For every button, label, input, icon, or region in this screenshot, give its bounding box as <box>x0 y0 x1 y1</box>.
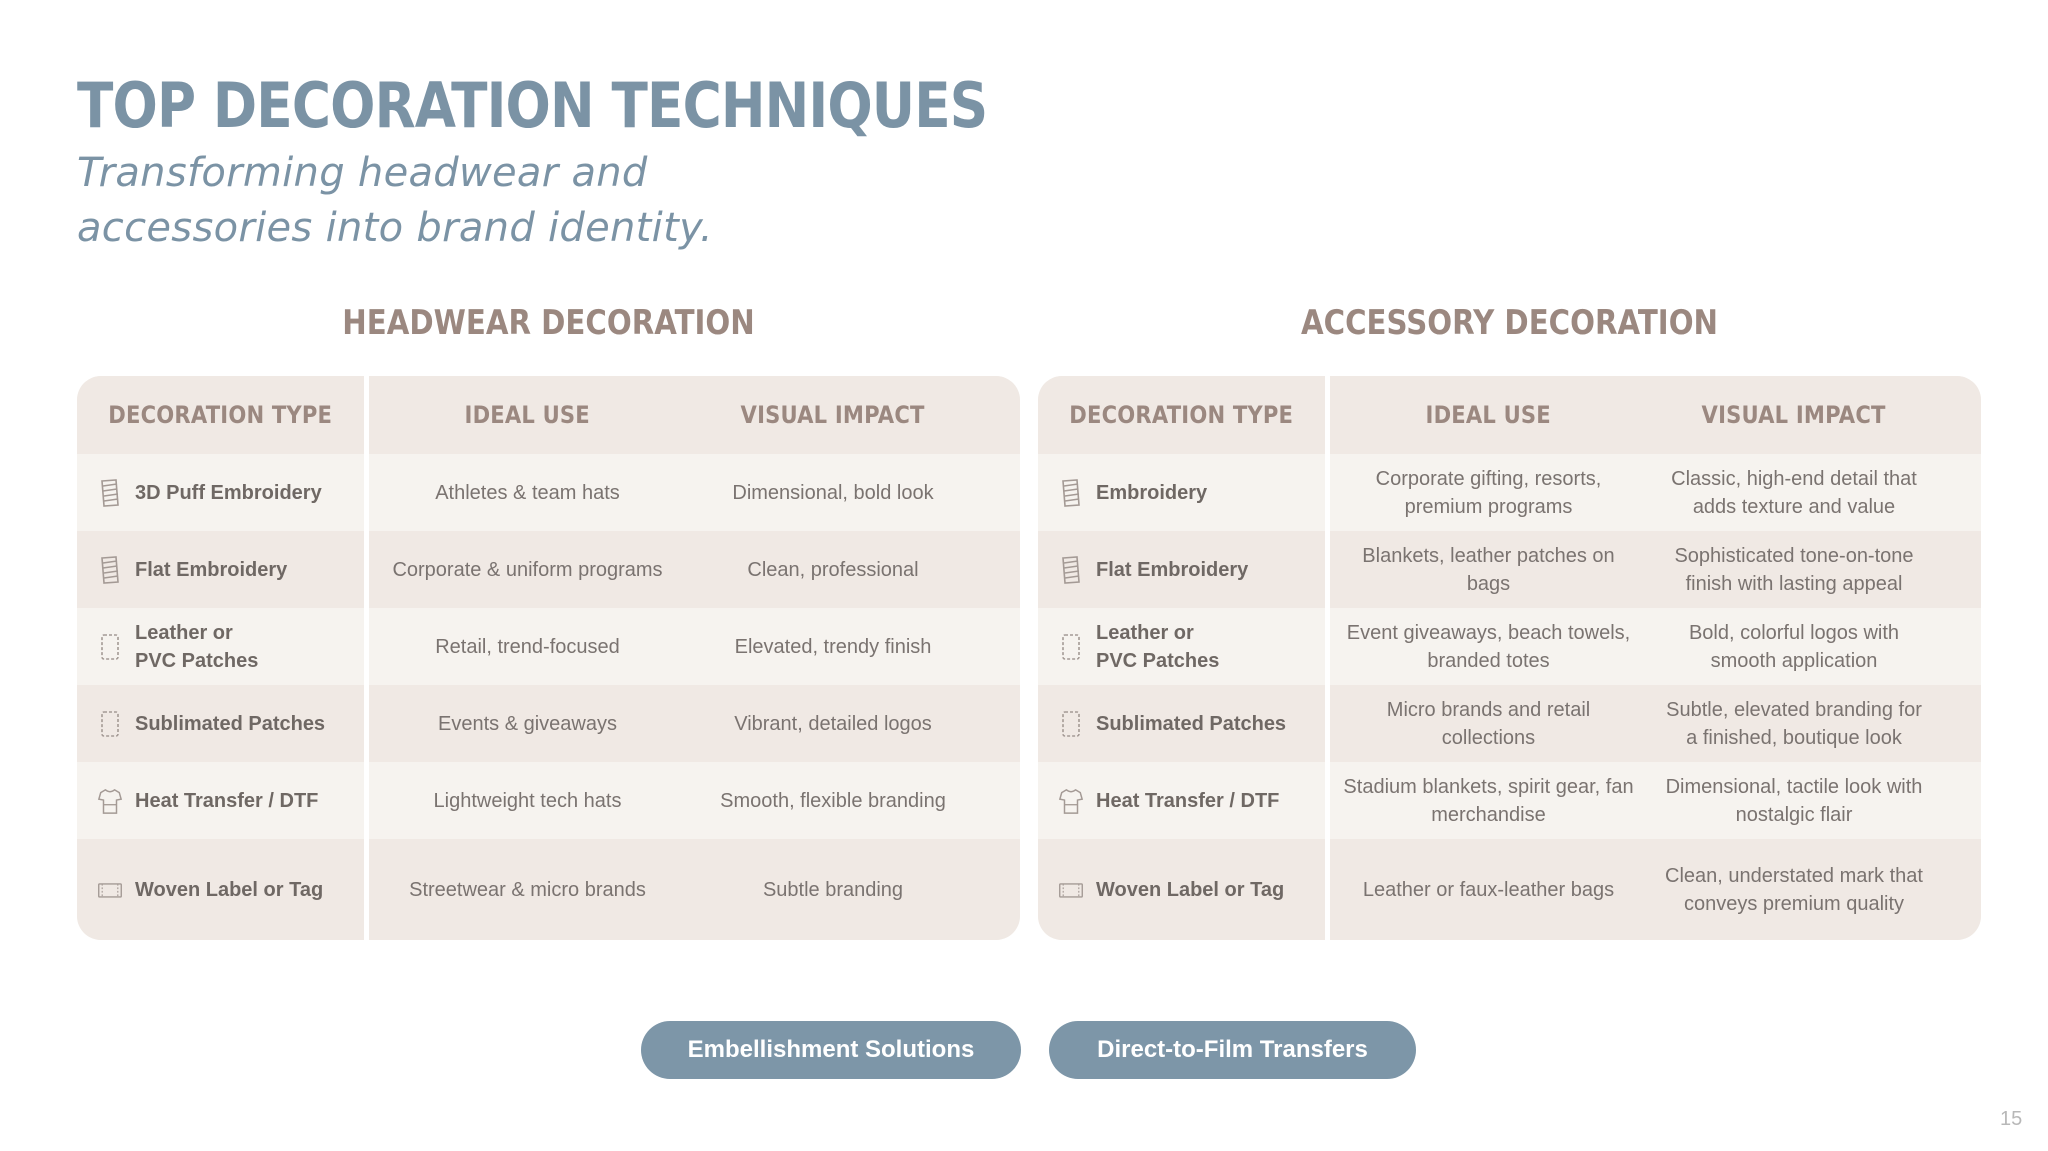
decoration-type-label: Heat Transfer / DTF <box>1096 789 1280 812</box>
accessory-heading: ACCESSORY DECORATION <box>1300 303 1719 343</box>
column-header-impact <box>1647 376 1941 454</box>
header-label: IDEAL USE <box>1425 401 1552 429</box>
page-number: 15 <box>2000 1108 2023 1130</box>
decoration-type-label: Sublimated Patches <box>1096 712 1287 735</box>
column-divider <box>1325 376 1330 940</box>
decoration-type-cell <box>1038 762 1325 839</box>
page-subtitle: Transforming headwear and accessories into brand identity. <box>77 150 713 251</box>
table-row <box>1038 531 1981 608</box>
ideal-use-cell: Streetwear & micro brands <box>409 878 646 901</box>
visual-impact-cell: Bold, colorful logos with smooth application <box>1688 621 1900 672</box>
table-row <box>1038 839 1981 940</box>
decoration-type-label: 3D Puff Embroidery <box>135 481 322 504</box>
decoration-type-label: Heat Transfer / DTF <box>135 789 319 812</box>
decoration-type-cell <box>77 762 364 839</box>
decoration-type-cell <box>1038 685 1325 762</box>
column-header-type <box>77 376 364 454</box>
visual-impact-cell: Vibrant, detailed logos <box>734 712 932 735</box>
table-row <box>77 762 1020 839</box>
patch-icon <box>1058 708 1084 740</box>
decoration-type-cell <box>77 685 364 762</box>
ideal-use-cell: Lightweight tech hats <box>433 789 622 812</box>
visual-impact-cell: Dimensional, bold look <box>732 481 934 504</box>
decoration-type-cell <box>1038 839 1325 940</box>
header-label: VISUAL IMPACT <box>740 401 926 429</box>
patch-icon <box>1058 631 1084 663</box>
header-label: DECORATION TYPE <box>1069 401 1294 429</box>
direct-to-film-transfers-button[interactable]: Direct-to-Film Transfers <box>1049 1021 1416 1079</box>
table-header-row <box>1038 376 1981 454</box>
decoration-type-label: Woven Label or Tag <box>1096 878 1285 901</box>
visual-impact-cell: Dimensional, tactile look with nostalgic flair <box>1665 775 1923 826</box>
patch-icon <box>97 708 123 740</box>
decoration-type-cell <box>77 531 364 608</box>
embroidery-icon <box>97 554 123 586</box>
embroidery-icon <box>1058 554 1084 586</box>
decoration-type-label: Flat Embroidery <box>1096 558 1249 581</box>
table-row <box>1038 762 1981 839</box>
column-header-use <box>1330 376 1647 454</box>
table-row <box>77 608 1020 685</box>
column-divider <box>364 376 369 940</box>
shirt-icon <box>1058 785 1084 817</box>
page-title: TOP DECORATION TECHNIQUES <box>77 69 988 142</box>
visual-impact-cell: Clean, professional <box>747 558 919 581</box>
decoration-type-label: Leather or PVC Patches <box>1096 621 1220 672</box>
decoration-type-label: Leather or PVC Patches <box>135 621 259 672</box>
decoration-type-label: Woven Label or Tag <box>135 878 324 901</box>
ideal-use-cell: Athletes & team hats <box>435 481 620 504</box>
ideal-use-cell: Stadium blankets, spirit gear, fan merchandise <box>1343 775 1634 826</box>
label-icon <box>97 874 123 906</box>
header-label: DECORATION TYPE <box>108 401 333 429</box>
table-header-row <box>77 376 1020 454</box>
ideal-use-cell: Corporate & uniform programs <box>392 558 663 581</box>
visual-impact-cell: Subtle branding <box>762 878 904 901</box>
ideal-use-cell: Corporate gifting, resorts, premium programs <box>1375 467 1602 518</box>
shirt-icon <box>97 785 123 817</box>
table-row <box>1038 608 1981 685</box>
visual-impact-cell: Subtle, elevated branding for a finished, boutique look <box>1666 698 1922 749</box>
table-row <box>77 454 1020 531</box>
decoration-type-label: Sublimated Patches <box>135 712 326 735</box>
label-icon <box>1058 874 1084 906</box>
headwear-heading: HEADWEAR DECORATION <box>342 303 755 343</box>
visual-impact-cell: Elevated, trendy finish <box>734 635 932 658</box>
table-row <box>1038 685 1981 762</box>
visual-impact-cell: Smooth, flexible branding <box>720 789 946 812</box>
embroidery-icon <box>1058 477 1084 509</box>
visual-impact-cell: Clean, understated mark that conveys premium quality <box>1665 864 1923 915</box>
ideal-use-cell: Events & giveaways <box>438 712 617 735</box>
decoration-type-cell <box>1038 531 1325 608</box>
column-header-type <box>1038 376 1325 454</box>
decoration-type-cell <box>77 608 364 685</box>
ideal-use-cell: Blankets, leather patches on bags <box>1362 544 1615 595</box>
headwear-table <box>77 376 1020 940</box>
ideal-use-cell: Micro brands and retail collections <box>1386 698 1591 749</box>
decoration-type-label: Flat Embroidery <box>135 558 288 581</box>
accessory-table <box>1038 376 1981 940</box>
table-row <box>77 839 1020 940</box>
table-row <box>1038 454 1981 531</box>
column-header-use <box>369 376 686 454</box>
header-label: VISUAL IMPACT <box>1701 401 1887 429</box>
decoration-type-cell <box>1038 454 1325 531</box>
table-row <box>77 685 1020 762</box>
visual-impact-cell: Sophisticated tone-on-tone finish with lasting appeal <box>1674 544 1914 595</box>
ideal-use-cell: Leather or faux-leather bags <box>1362 878 1615 901</box>
table-row <box>77 531 1020 608</box>
header-label: IDEAL USE <box>464 401 591 429</box>
decoration-type-label: Embroidery <box>1096 481 1208 504</box>
embellishment-solutions-button[interactable]: Embellishment Solutions <box>641 1021 1021 1079</box>
ideal-use-cell: Event giveaways, beach towels, branded totes <box>1346 621 1631 672</box>
embroidery-icon <box>97 477 123 509</box>
visual-impact-cell: Classic, high-end detail that adds texture and value <box>1671 467 1917 518</box>
column-header-impact <box>686 376 980 454</box>
decoration-type-cell <box>77 839 364 940</box>
ideal-use-cell: Retail, trend-focused <box>435 635 620 658</box>
patch-icon <box>97 631 123 663</box>
decoration-type-cell <box>77 454 364 531</box>
decoration-type-cell <box>1038 608 1325 685</box>
